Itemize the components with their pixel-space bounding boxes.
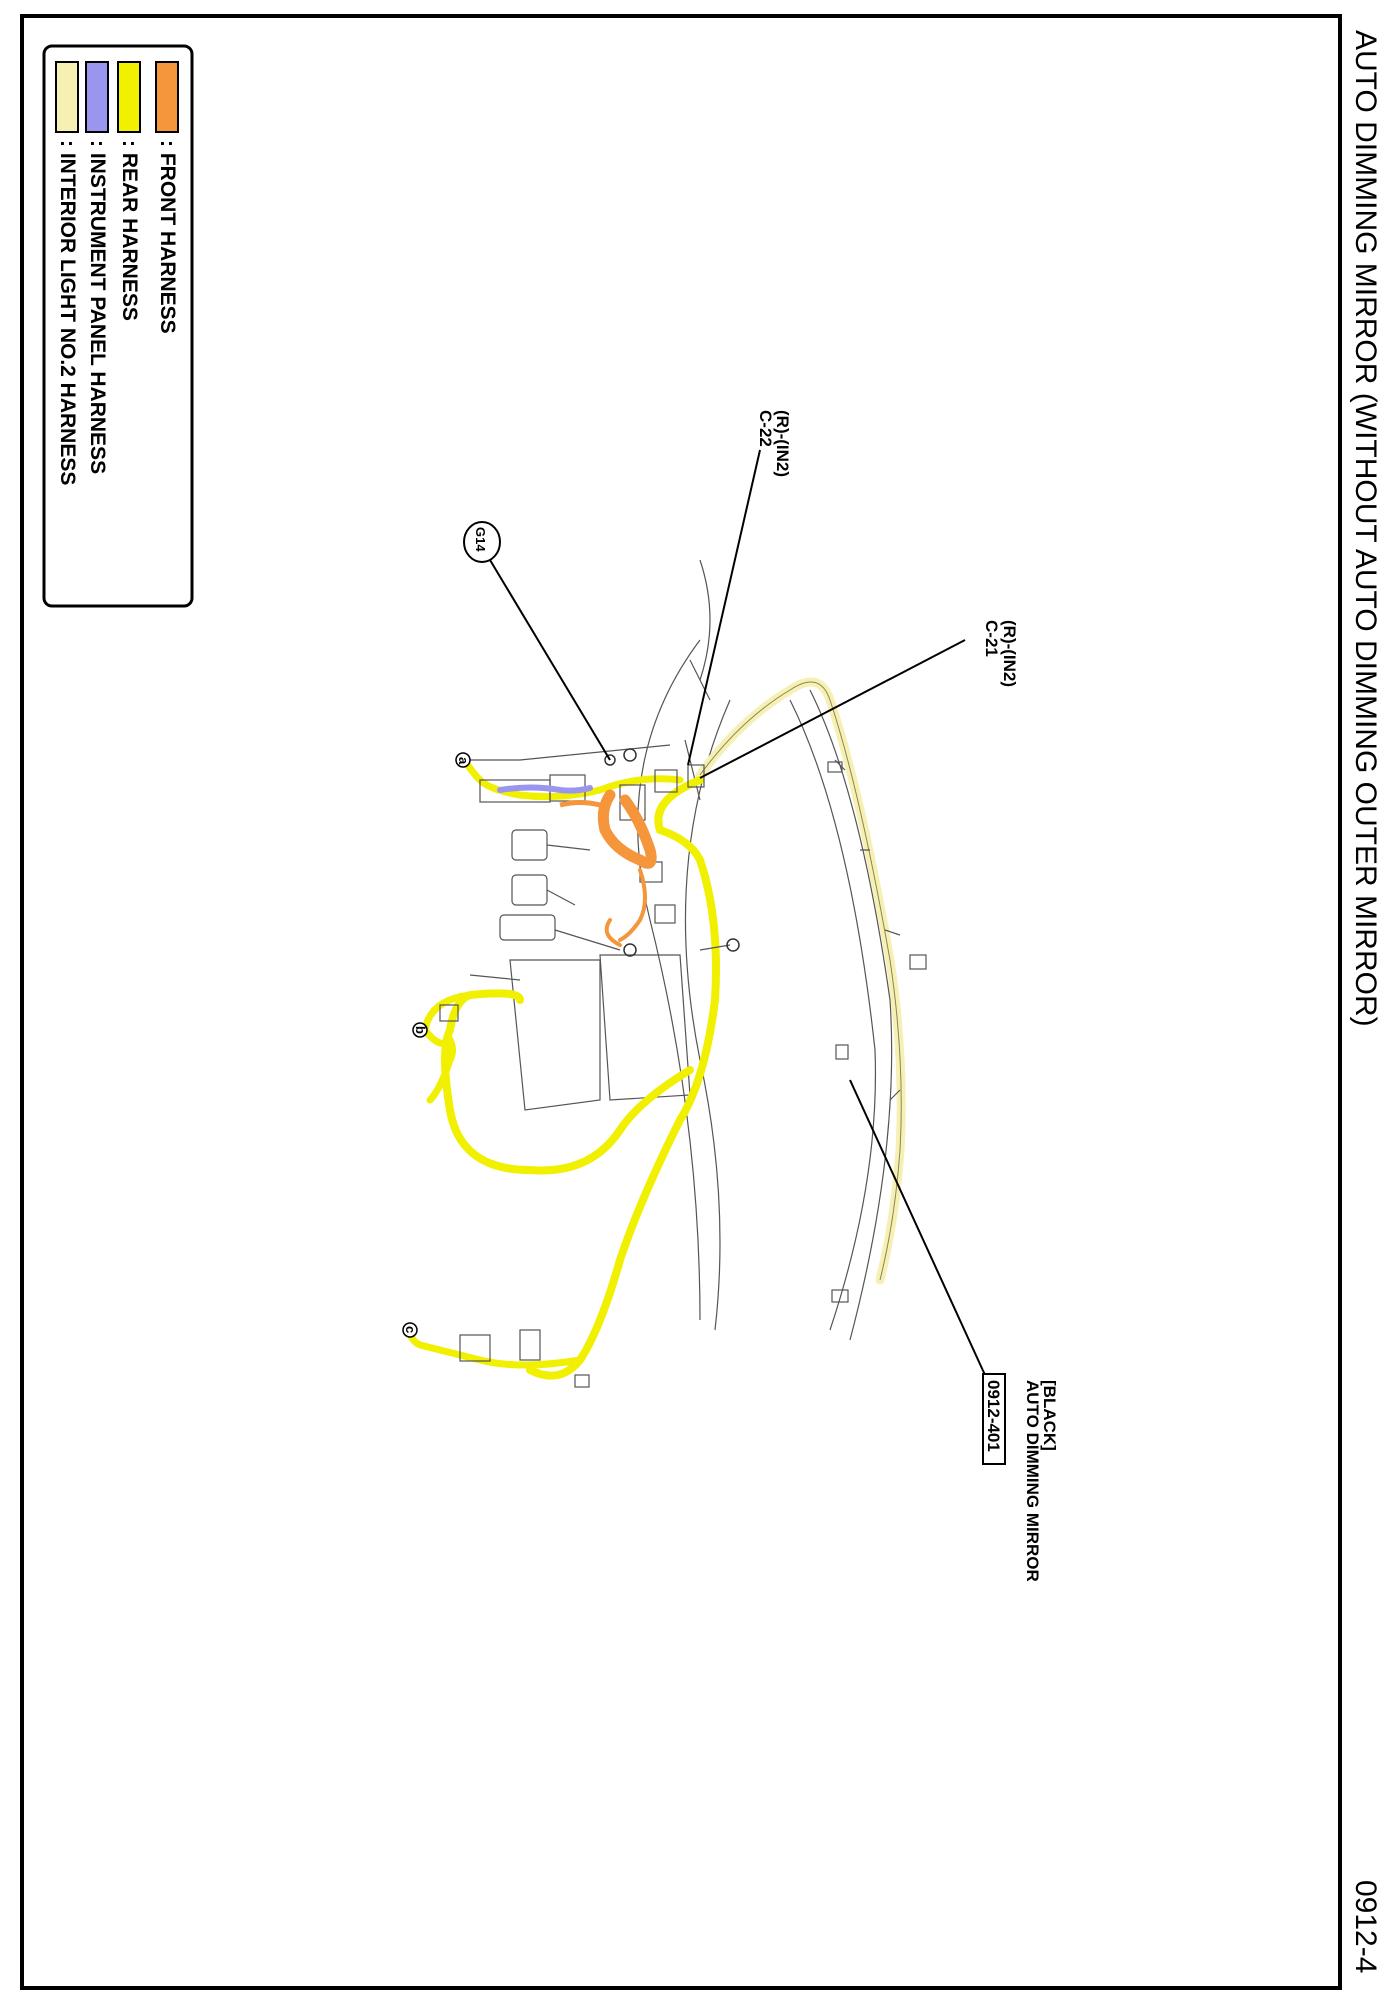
callout-line-mirror: [850, 1080, 985, 1375]
svg-text:b: b: [413, 1026, 428, 1034]
front-harness: [560, 795, 651, 956]
page-title: AUTO DIMMING MIRROR (WITHOUT AUTO DIMMING OUTER MIRROR): [1349, 30, 1382, 1027]
callout-mirror-line2: AUTO DIMMING MIRROR: [1023, 1380, 1042, 1582]
callout-c22: [756, 410, 792, 477]
legend-label-interior-light: : INTERIOR LIGHT NO.2 HARNESS: [56, 140, 79, 486]
legend-item-instrument-panel: [86, 62, 109, 474]
legend-item-front: [156, 62, 179, 334]
svg-text:a: a: [456, 757, 471, 765]
legend-item-rear: [118, 62, 141, 321]
callout-c22-line1: (R)-(IN2): [773, 410, 792, 478]
front-harness-main: [603, 795, 651, 863]
callout-line-c21: [700, 640, 965, 778]
legend-swatch-interior-light: [56, 62, 78, 132]
g14-label: G14: [473, 527, 488, 552]
callout-mirror: [983, 1374, 1059, 1582]
legend-swatch-front: [156, 62, 178, 132]
svg-text:c: c: [403, 1326, 418, 1334]
page-border: [22, 16, 1340, 1988]
instrument-panel-harness: [500, 788, 590, 791]
interior-light-harness-main: [700, 682, 901, 1280]
callout-g14: [464, 522, 500, 562]
rear-harness-loop: [445, 993, 690, 1170]
vehicle-outline: [470, 560, 892, 1340]
ground-marker-a: [456, 753, 471, 767]
legend-label-instrument-panel: : INSTRUMENT PANEL HARNESS: [86, 140, 109, 475]
ground-marker-b: [413, 1023, 428, 1037]
rear-harness: [410, 749, 739, 1387]
front-harness-branch: [607, 870, 645, 945]
callout-c21: [982, 620, 1019, 687]
legend-item-interior-light: [56, 62, 79, 485]
legend-swatch-instrument-panel: [86, 62, 108, 132]
callout-mirror-code: 0912-401: [984, 1380, 1003, 1452]
callout-c21-line2: C-21: [982, 620, 1001, 657]
callout-mirror-line1: [BLACK]: [1040, 1380, 1059, 1451]
callout-line-g14: [490, 560, 610, 760]
callout-c21-line1: (R)-(IN2): [1000, 620, 1019, 688]
legend: [44, 46, 192, 606]
callout-c22-line2: C-22: [756, 410, 775, 447]
legend-label-front: : FRONT HARNESS: [156, 140, 179, 334]
legend-label-rear: : REAR HARNESS: [118, 140, 141, 321]
ground-marker-c: [403, 1323, 418, 1337]
instrument-panel-harness-main: [500, 788, 590, 791]
legend-swatch-rear: [118, 62, 140, 132]
rear-harness-rear-end: [410, 1330, 580, 1365]
page-number: 0912-4: [1349, 1880, 1382, 1974]
interior-light-harness: [700, 682, 926, 1302]
